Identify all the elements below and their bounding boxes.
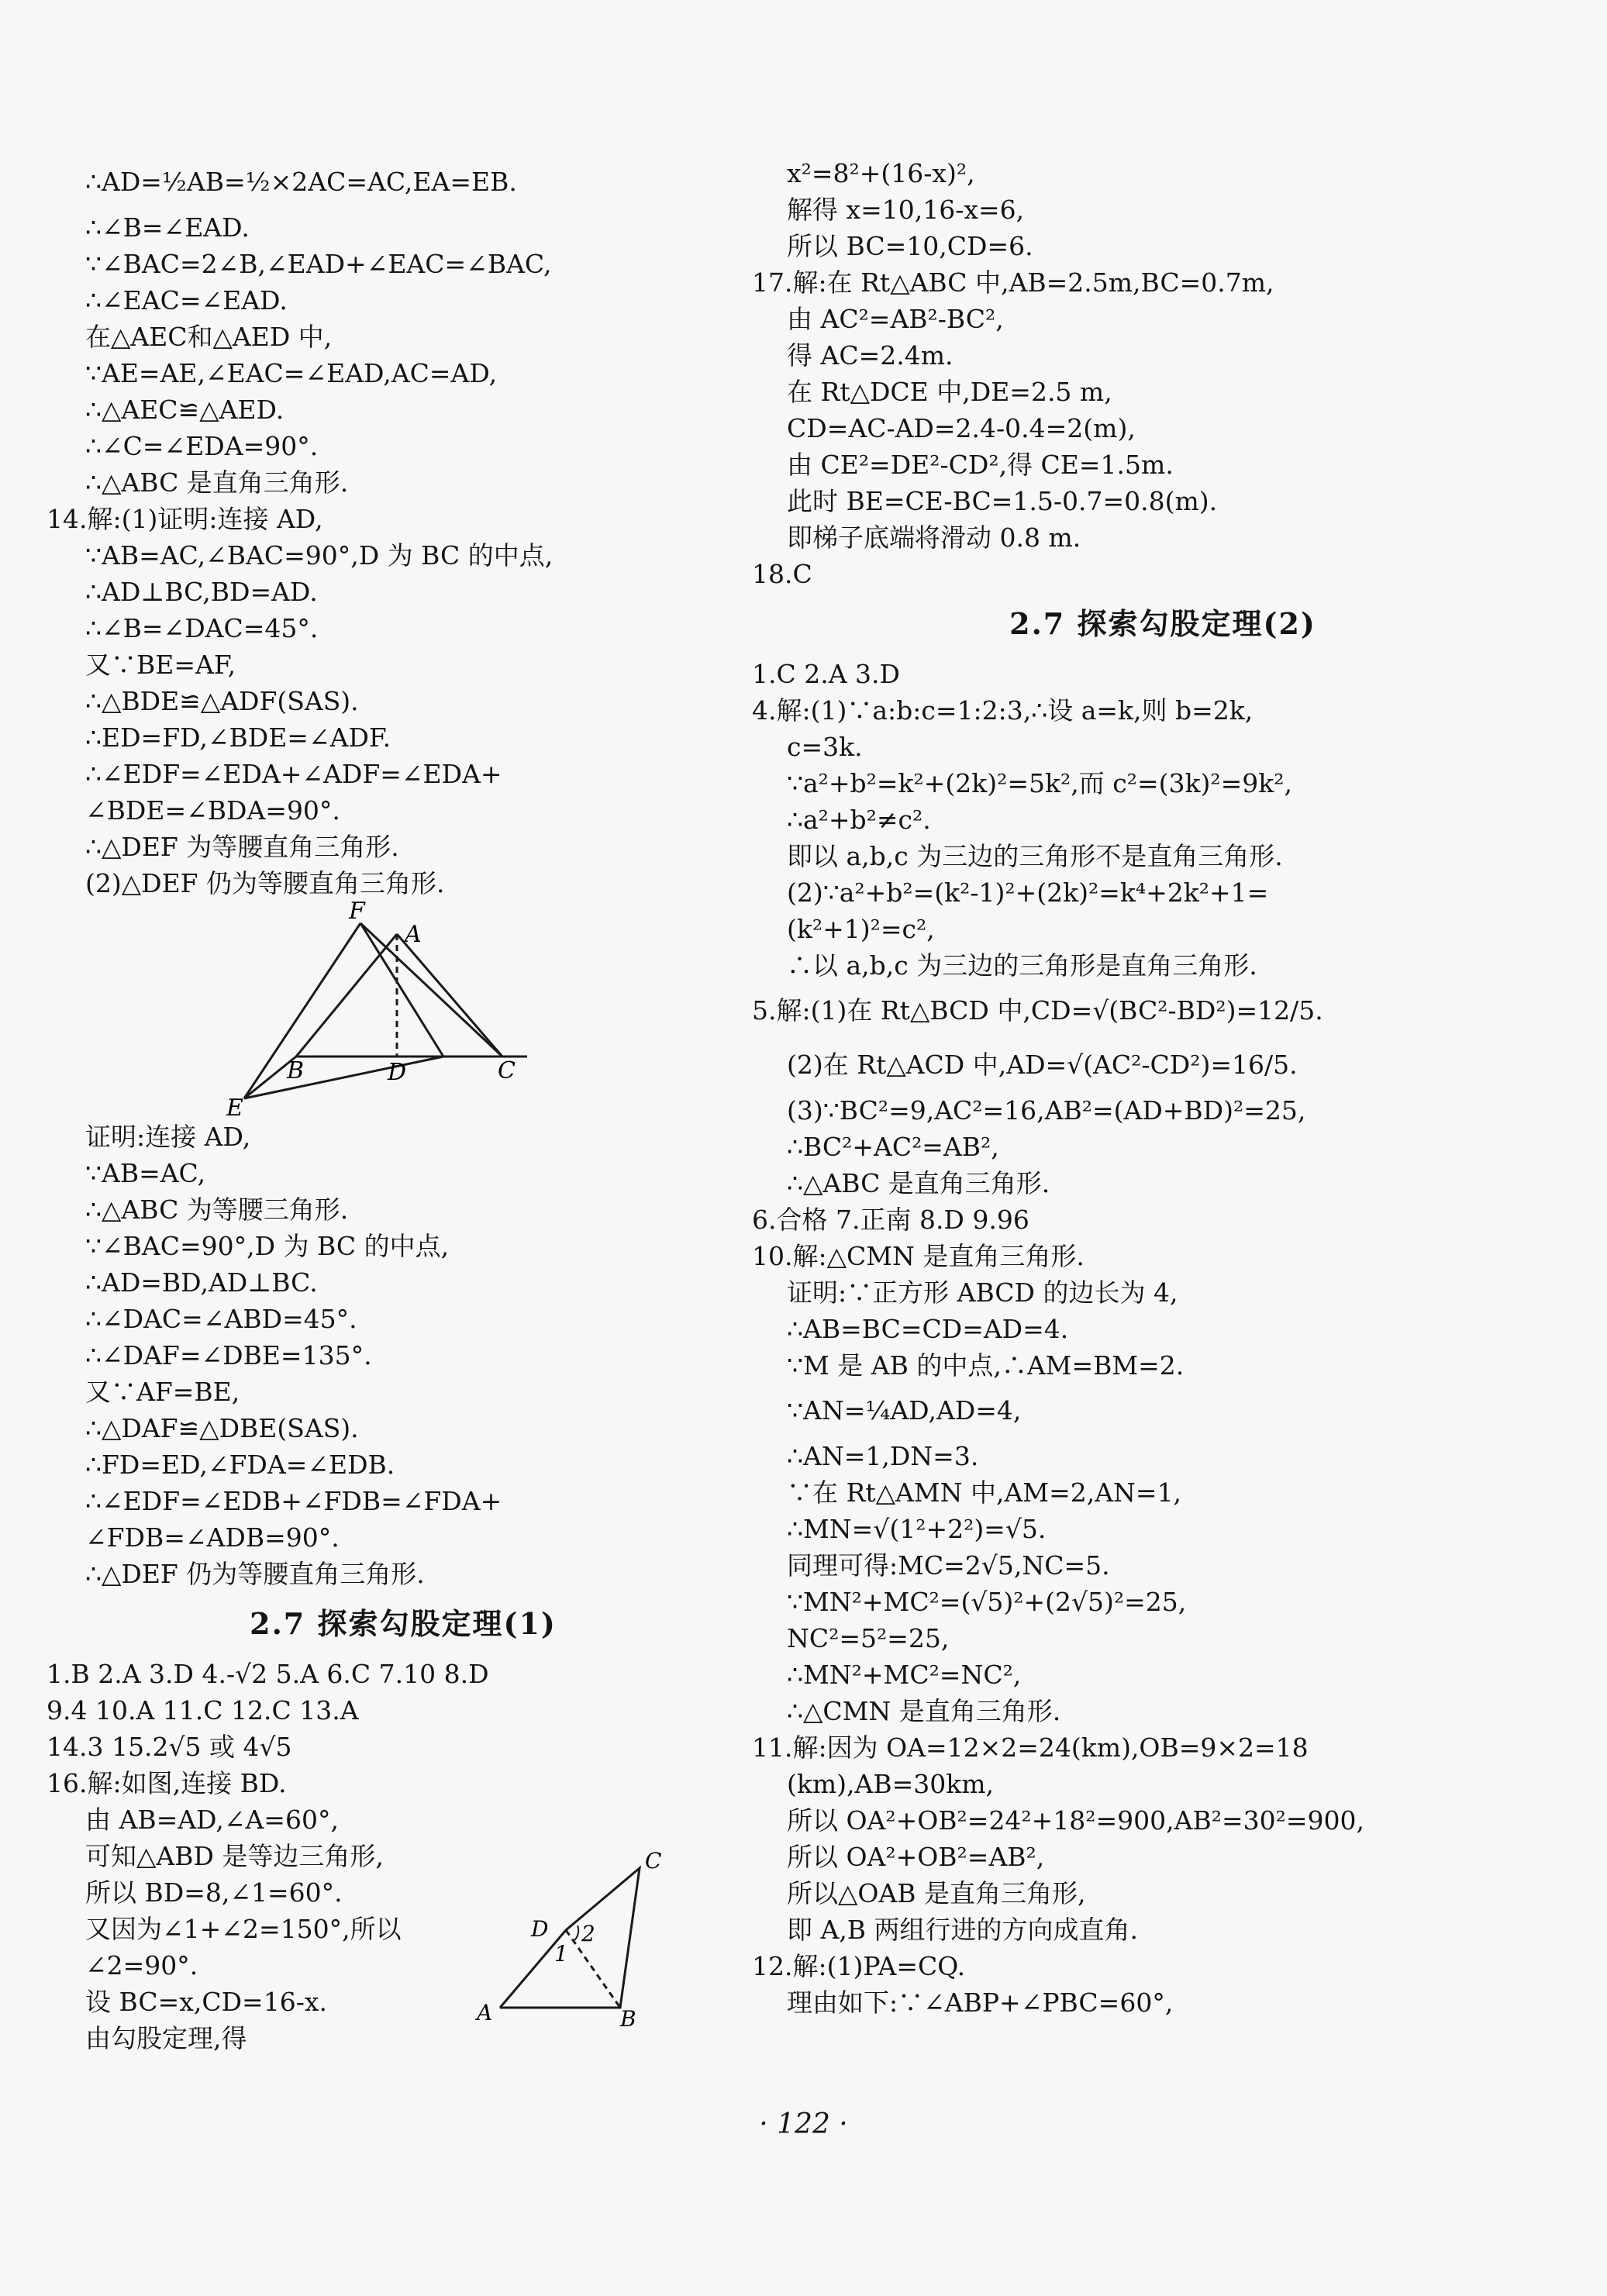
text-line: 即梯子底端将滑动 0.8 m. — [787, 522, 1081, 553]
label-angle-2: 2 — [581, 1921, 595, 1946]
text-line: ∴△AEC≌△AED. — [85, 395, 285, 425]
text-line: 同理可得:MC=2√5,NC=5. — [787, 1550, 1110, 1581]
text-line: x²=8²+(16-x)², — [787, 158, 975, 188]
text-line: 由 AB=AD,∠A=60°, — [85, 1805, 339, 1835]
text-line: ∴∠EDF=∠EDA+∠ADF=∠EDA+ — [85, 759, 502, 789]
text-line: ∴以 a,b,c 为三边的三角形是直角三角形. — [787, 950, 1257, 981]
text-line: (2)在 Rt△ACD 中,AD=√(AC²-CD²)=16/5. — [787, 1050, 1298, 1080]
text-line: 又∵BE=AF, — [85, 650, 236, 680]
text-line: 由 AC²=AB²-BC², — [787, 304, 1004, 334]
text-line: 所以 OA²+OB²=24²+18²=900,AB²=30²=900, — [787, 1805, 1364, 1836]
text-line: ∵∠BAC=2∠B,∠EAD+∠EAC=∠BAC, — [85, 249, 552, 279]
text-line: ∵AE=AE,∠EAC=∠EAD,AC=AD, — [85, 358, 498, 388]
question-start-line: 4.解:(1)∵a:b:c=1:2:3,∴设 a=k,则 b=2k, — [752, 695, 1254, 726]
figure-14-triangle — [47, 902, 760, 1119]
answer-line: 18.C — [752, 559, 812, 589]
text-line: ∵在 Rt△AMN 中,AM=2,AN=1, — [787, 1477, 1182, 1508]
question-start-line: 17.解:在 Rt△ABC 中,AB=2.5m,BC=0.7m, — [752, 267, 1274, 298]
text-line: ∠FDB=∠ADB=90°. — [85, 1522, 340, 1553]
text-line: (2)∵a²+b²=(k²-1)²+(2k)²=k⁴+2k²+1= — [787, 877, 1269, 908]
text-line: 由勾股定理,得 — [85, 2023, 247, 2053]
answer-line: 1.C 2.A 3.D — [752, 659, 900, 689]
text-line: ∴∠B=∠DAC=45°. — [85, 613, 319, 643]
label-D: D — [531, 1916, 549, 1942]
text-line: ∵a²+b²=k²+(2k)²=5k²,而 c²=(3k)²=9k², — [787, 768, 1292, 798]
left-column — [47, 155, 760, 2056]
text-line: ∴∠B=∠EAD. — [85, 212, 250, 243]
figure-16-svg — [465, 1845, 698, 2031]
text-line: ∴AN=1,DN=3. — [787, 1441, 979, 1471]
text-line: ∴BC²+AC²=AB², — [787, 1132, 999, 1162]
text-line: ∴∠DAC=∠ABD=45°. — [85, 1304, 357, 1334]
text-line: ∴△DEF 为等腰直角三角形. — [85, 832, 399, 862]
text-line: (k²+1)²=c², — [787, 914, 935, 944]
text-line: 得 AC=2.4m. — [787, 340, 954, 371]
text-line: 所以 BD=8,∠1=60°. — [85, 1877, 343, 1908]
question-start-line: 5.解:(1)在 Rt△BCD 中,CD=√(BC²-BD²)=12/5. — [752, 995, 1323, 1026]
text-line: ∴△CMN 是直角三角形. — [787, 1696, 1061, 1726]
figure-14-svg — [47, 902, 760, 1119]
text-line: ∴AD=½AB=½×2AC=AC,EA=EB. — [85, 167, 517, 197]
text-line: 即 A,B 两组行进的方向成直角. — [787, 1915, 1139, 1945]
text-line: ∴AB=BC=CD=AD=4. — [787, 1314, 1069, 1344]
text-line: (3)∵BC²=9,AC²=16,AB²=(AD+BD)²=25, — [787, 1095, 1306, 1126]
text-line: NC²=5²=25, — [787, 1623, 950, 1653]
text-line: 由 CE²=DE²-CD²,得 CE=1.5m. — [787, 450, 1174, 480]
page-number: · 122 · — [759, 2108, 848, 2140]
text-line: ∴AD⊥BC,BD=AD. — [85, 577, 318, 607]
label-F: F — [349, 902, 365, 925]
text-line: c=3k. — [787, 732, 863, 762]
text-line: ∴△ABC 是直角三角形. — [85, 467, 349, 498]
text-line: ∴AD=BD,AD⊥BC. — [85, 1267, 318, 1298]
text-line: ∴△BDE≌△ADF(SAS). — [85, 686, 359, 716]
text-line: ∴a²+b²≠c². — [787, 805, 931, 835]
text-line: 在△AEC和△AED 中, — [85, 322, 333, 352]
text-line: 可知△ABD 是等边三角形, — [85, 1841, 384, 1871]
text-line: ∴∠EAC=∠EAD. — [85, 285, 288, 315]
answer-line: 9.4 10.A 11.C 12.C 13.A — [47, 1695, 359, 1725]
text-line: ∴∠EDF=∠EDB+∠FDB=∠FDA+ — [85, 1486, 502, 1516]
angle-mark — [574, 1925, 578, 1941]
text-line: 又因为∠1+∠2=150°,所以 — [85, 1914, 402, 1944]
text-line: 又∵AF=BE, — [85, 1377, 240, 1407]
answer-line: 14.3 15.2√5 或 4√5 — [47, 1732, 292, 1762]
label-B: B — [620, 2006, 636, 2031]
text-line: ∠2=90°. — [85, 1950, 198, 1981]
text-line: 所以 BC=10,CD=6. — [787, 231, 1033, 261]
label-C: C — [645, 1848, 662, 1874]
label-A: A — [405, 921, 422, 948]
answer-line: 1.B 2.A 3.D 4.-√2 5.A 6.C 7.10 8.D — [47, 1659, 489, 1689]
text-line: ∵AB=AC, — [85, 1158, 206, 1188]
question-start-line: 10.解:△CMN 是直角三角形. — [752, 1241, 1085, 1271]
text-line: 此时 BE=CE-BC=1.5-0.7=0.8(m). — [787, 486, 1218, 516]
text-line: 在 Rt△DCE 中,DE=2.5 m, — [787, 377, 1112, 407]
text-line: ∵MN²+MC²=(√5)²+(2√5)²=25, — [787, 1587, 1187, 1617]
label-B: B — [287, 1057, 305, 1084]
text-line: 解得 x=10,16-x=6, — [787, 195, 1025, 225]
text-line: (km),AB=30km, — [787, 1769, 995, 1799]
section-heading: 2.7 探索勾股定理(1) — [250, 1606, 557, 1641]
text-line: (2)△DEF 仍为等腰直角三角形. — [85, 868, 445, 898]
text-line: ∴△DEF 仍为等腰直角三角形. — [85, 1559, 425, 1589]
text-line: ∠BDE=∠BDA=90°. — [85, 795, 340, 826]
text-line: ∴△DAF≌△DBE(SAS). — [85, 1413, 359, 1443]
text-line: ∴FD=ED,∠FDA=∠EDB. — [85, 1450, 395, 1480]
section-heading: 2.7 探索勾股定理(2) — [1009, 606, 1316, 641]
line-AC — [397, 934, 502, 1057]
label-C: C — [498, 1057, 516, 1084]
label-E: E — [226, 1095, 243, 1119]
text-line: ∵M 是 AB 的中点,∴AM=BM=2. — [787, 1350, 1185, 1381]
answer-line: 6.合格 7.正南 8.D 9.96 — [752, 1205, 1029, 1235]
question-start-line: 16.解:如图,连接 BD. — [47, 1768, 287, 1798]
text-line: 所以△OAB 是直角三角形, — [787, 1878, 1086, 1908]
label-A: A — [477, 2000, 493, 2025]
text-line: CD=AC-AD=2.4-0.4=2(m), — [787, 413, 1136, 443]
text-line: 理由如下:∵∠ABP+∠PBC=60°, — [787, 1987, 1174, 2018]
text-line: ∴△ABC 为等腰三角形. — [85, 1195, 349, 1225]
label-angle-1: 1 — [554, 1941, 568, 1967]
text-line: 即以 a,b,c 为三边的三角形不是直角三角形. — [787, 841, 1283, 871]
text-line: ∵AB=AC,∠BAC=90°,D 为 BC 的中点, — [85, 540, 553, 571]
figure-16-quadrilateral — [465, 1845, 698, 2034]
text-line: ∴△ABC 是直角三角形. — [787, 1168, 1050, 1198]
text-line: ∵AN=¼AD,AD=4, — [787, 1395, 1022, 1426]
text-line: 所以 OA²+OB²=AB², — [787, 1842, 1045, 1872]
question-start-line: 12.解:(1)PA=CQ. — [752, 1951, 966, 1981]
line-ED — [244, 1057, 443, 1098]
text-line: ∴∠C=∠EDA=90°. — [85, 431, 319, 461]
question-start-line: 11.解:因为 OA=12×2=24(km),OB=9×2=18 — [752, 1732, 1309, 1763]
text-line: ∴∠DAF=∠DBE=135°. — [85, 1340, 372, 1370]
quadrilateral-outline — [500, 1868, 640, 2008]
text-line: 证明:∵正方形 ABCD 的边长为 4, — [787, 1277, 1178, 1308]
text-line: ∴MN²+MC²=NC², — [787, 1660, 1022, 1690]
text-line: ∴MN=√(1²+2²)=√5. — [787, 1514, 1047, 1544]
question-start-line: 14.解:(1)证明:连接 AD, — [47, 504, 323, 534]
text-line: 证明:连接 AD, — [85, 1122, 251, 1152]
text-line: 设 BC=x,CD=16-x. — [85, 1987, 327, 2017]
right-column — [752, 155, 1574, 2021]
text-line: ∵∠BAC=90°,D 为 BC 的中点, — [85, 1231, 450, 1261]
label-D: D — [388, 1059, 407, 1086]
text-line: ∴ED=FD,∠BDE=∠ADF. — [85, 722, 391, 753]
